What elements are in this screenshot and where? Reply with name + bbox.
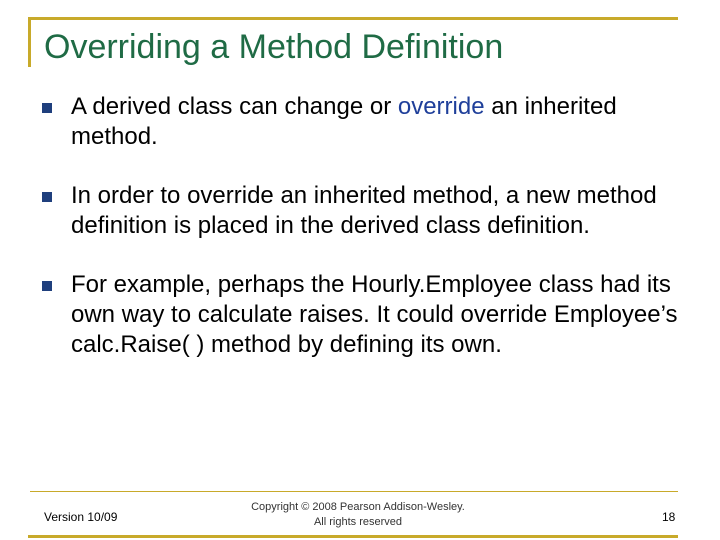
title-frame-top-rule [28, 17, 678, 20]
footer-divider [30, 491, 678, 492]
footer-copyright [240, 500, 476, 530]
bullet-list [40, 92, 700, 389]
copyright-line-2: All rights reserved [313, 516, 403, 528]
square-bullet-icon [42, 192, 52, 202]
square-bullet-icon [42, 281, 52, 291]
footer-bottom-rule [28, 535, 678, 538]
title-frame-left-rule [28, 17, 31, 67]
slide-title: Overriding a Method Definition [44, 28, 504, 66]
page-number: 18 [662, 510, 676, 524]
bullet-text: For example, perhaps the Hourly.Employee class had its own way to calculate raises. It could override Employee’s calc.Raise( ) method by defining its own. [71, 271, 678, 358]
bullet-item-3 [40, 270, 700, 360]
footer-version: Version 10/09 [44, 510, 118, 524]
keyword-override: override [397, 93, 485, 120]
bullet-item-2 [40, 181, 700, 241]
bullet-text-after: an inherited method. [71, 93, 617, 150]
bullet-text-before: A derived class can change or [71, 93, 398, 120]
square-bullet-icon [42, 103, 52, 113]
bullet-text: In order to override an inherited method, a new method definition is placed in the derived class definition. [71, 182, 657, 239]
copyright-line-1: Copyright © 2008 Pearson Addison-Wesley. [251, 501, 465, 513]
bullet-item-1 [40, 92, 700, 152]
